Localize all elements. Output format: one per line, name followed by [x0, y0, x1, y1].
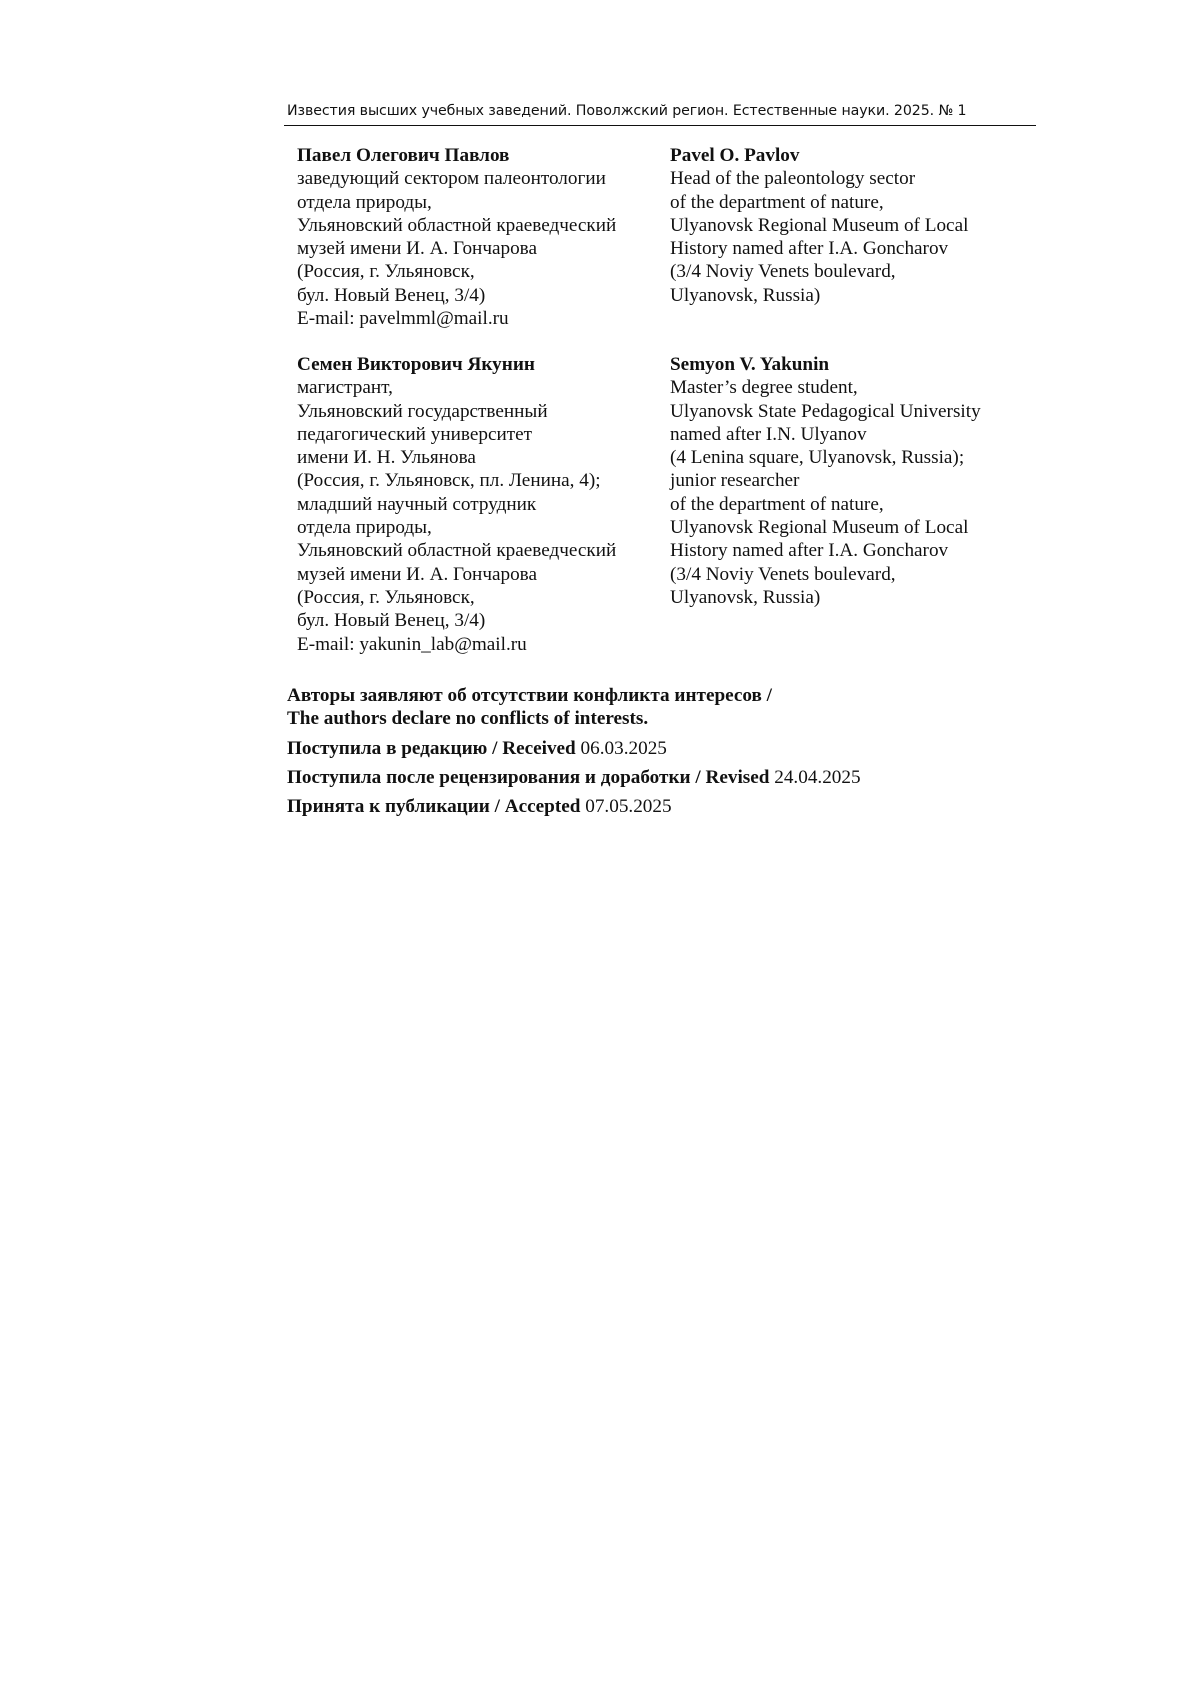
- author-line: бул. Новый Венец, 3/4): [297, 610, 486, 632]
- author-line: Ulyanovsk Regional Museum of Local: [670, 517, 969, 539]
- author-line: Ulyanovsk State Pedagogical University: [670, 400, 981, 422]
- author-info-ru: [297, 353, 667, 656]
- running-header: Известия высших учебных заведений. Поволжский регион. Естественные науки. 2025. № 1: [287, 103, 967, 119]
- author-line: Master’s degree student,: [670, 377, 858, 399]
- author-line: (Россия, г. Ульяновск,: [297, 586, 475, 608]
- author-info-ru: [297, 144, 667, 330]
- author-line: History named after I.A. Goncharov: [670, 238, 949, 260]
- author-line: (Россия, г. Ульяновск,: [297, 261, 475, 283]
- author-line: имени И. Н. Ульянова: [297, 447, 476, 469]
- accepted-row: [287, 795, 1047, 818]
- author-line: музей имени И. А. Гончарова: [297, 238, 538, 260]
- revised-row: [287, 766, 1047, 789]
- author-name-ru: Семен Викторович Якунин: [297, 354, 535, 375]
- author-name-ru: Павел Олегович Павлов: [297, 145, 510, 166]
- author-line: junior researcher: [670, 470, 800, 492]
- author-line: отдела природы,: [297, 517, 432, 539]
- author-line: Ульяновский областной краеведческий: [297, 214, 617, 236]
- author-name-en: Semyon V. Yakunin: [670, 354, 830, 375]
- author-block-yakunin: [297, 353, 1037, 663]
- author-info-en: [670, 353, 1040, 609]
- accepted-date: 07.05.2025: [585, 795, 672, 817]
- author-info-en: [670, 144, 1040, 307]
- author-line: магистрант,: [297, 377, 393, 399]
- author-email: E-mail: yakunin_lab@mail.ru: [297, 633, 527, 655]
- article-notes: [287, 684, 1047, 824]
- author-line: отдела природы,: [297, 191, 432, 213]
- author-line: of the department of nature,: [670, 493, 884, 515]
- author-name-en: Pavel O. Pavlov: [670, 145, 800, 166]
- accepted-label: Принята к публикации / Accepted: [287, 795, 586, 817]
- author-line: Ulyanovsk, Russia): [670, 284, 821, 306]
- author-line: of the department of nature,: [670, 191, 884, 213]
- author-line: Ulyanovsk, Russia): [670, 586, 821, 608]
- author-line: Ульяновский государственный: [297, 400, 548, 422]
- author-line: Head of the paleontology sector: [670, 168, 916, 190]
- author-line: заведующий сектором палеонтологии: [297, 168, 606, 190]
- author-line: педагогический университет: [297, 423, 533, 445]
- author-line: History named after I.A. Goncharov: [670, 540, 949, 562]
- author-line: (3/4 Noviy Venets boulevard,: [670, 563, 896, 585]
- author-line: музей имени И. А. Гончарова: [297, 563, 538, 585]
- revised-date: 24.04.2025: [774, 766, 861, 788]
- author-line: (3/4 Noviy Venets boulevard,: [670, 261, 896, 283]
- revised-label: Поступила после рецензирования и доработки / Revised: [287, 766, 775, 788]
- author-line: младший научный сотрудник: [297, 493, 537, 515]
- received-date: 06.03.2025: [580, 737, 667, 759]
- conflict-statement-ru: Авторы заявляют об отсутствии конфликта интересов /: [287, 685, 773, 706]
- received-label: Поступила в редакцию / Received: [287, 737, 581, 759]
- author-line: Ulyanovsk Regional Museum of Local: [670, 214, 969, 236]
- author-line: Ульяновский областной краеведческий: [297, 540, 617, 562]
- author-line: (Россия, г. Ульяновск, пл. Ленина, 4);: [297, 470, 601, 492]
- conflict-statement: [287, 684, 1047, 731]
- author-line: named after I.N. Ulyanov: [670, 423, 867, 445]
- author-email: E-mail: pavelmml@mail.ru: [297, 308, 509, 330]
- author-block-pavlov: [297, 144, 1037, 334]
- author-line: бул. Новый Венец, 3/4): [297, 284, 486, 306]
- author-line: (4 Lenina square, Ulyanovsk, Russia);: [670, 447, 965, 469]
- received-row: [287, 737, 1047, 760]
- header-divider: [284, 125, 1036, 126]
- conflict-statement-en: The authors declare no conflicts of interests.: [287, 708, 649, 730]
